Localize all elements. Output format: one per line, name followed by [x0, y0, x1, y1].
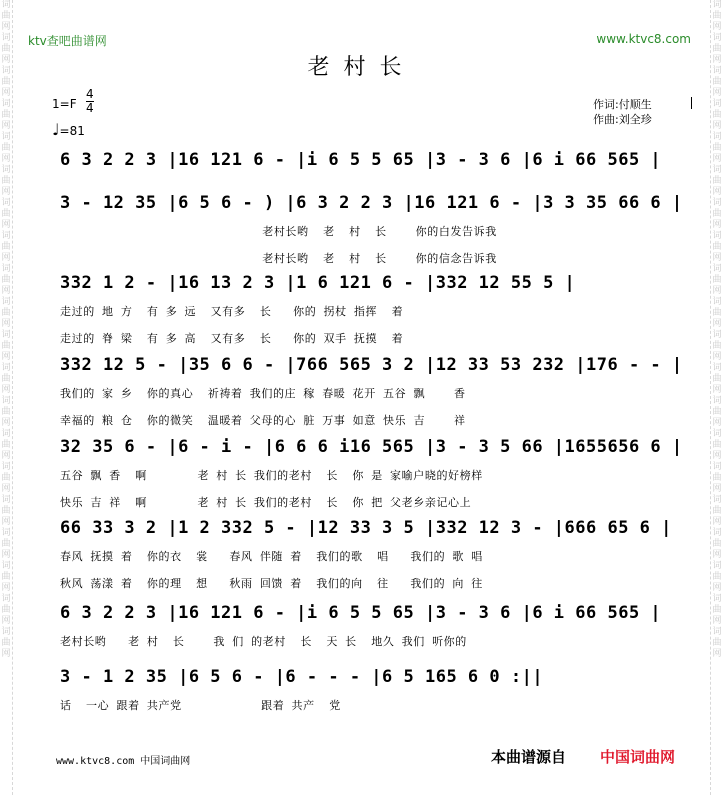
lyric-line: 老村长哟 老 村 长 我 们 的老村 长 天 长 地久 我们 听你的 — [60, 635, 467, 648]
tempo-value: =81 — [59, 124, 85, 138]
meter-bottom: 4 — [86, 101, 94, 115]
footer-brand[interactable]: 中国词曲网 — [600, 748, 676, 766]
credits — [593, 97, 652, 127]
site-link-left[interactable]: ktv查吧曲谱网 — [28, 34, 107, 48]
notation-line: 6 3 2 2 3 |16 121 6 - |i 6 5 5 65 |3 - 3 6 |6 i 66 565 | — [60, 603, 662, 623]
notation-line: 3 - 1 2 35 |6 5 6 - |6 - - - |6 5 165 6 0 :|| — [60, 667, 544, 687]
footer-site[interactable]: www.ktvc8.com 中国词曲网 — [56, 756, 191, 767]
key-signature: 1=F — [52, 97, 77, 111]
lyric-line: 五谷 飘 香 啊 老 村 长 我们的老村 长 你 是 家喻户晓的好榜样 — [60, 469, 483, 482]
song-title: 老村长 — [307, 55, 416, 80]
lyric-line: 老村长哟 老 村 长 你的白发告诉我 — [60, 225, 497, 238]
footer-source-label: 本曲谱源自 — [491, 748, 567, 766]
lyric-line: 春风 抚摸 着 你的衣 裳 春风 伴随 着 我们的歌 唱 我们的 歌 唱 — [60, 550, 483, 563]
divider — [691, 97, 692, 109]
composer: 作曲:刘全珍 — [593, 113, 652, 126]
lyric-line: 快乐 吉 祥 啊 老 村 长 我们的老村 长 你 把 父老乡亲记心上 — [60, 496, 472, 509]
notation-line: 66 33 3 2 |1 2 332 5 - |12 33 3 5 |332 12 3 - |666 65 6 | — [60, 518, 672, 538]
lyric-line: 走过的 脊 梁 有 多 高 又有多 长 你的 双手 抚摸 着 — [60, 332, 404, 345]
lyric-line: 话 一心 跟着 共产党 跟着 共产 党 — [60, 699, 341, 712]
lyricist: 作词:付顺生 — [593, 98, 652, 111]
lyric-line: 幸福的 粮 仓 你的微笑 温暖着 父母的心 脏 万事 如意 快乐 吉 祥 — [60, 414, 466, 427]
notation-line: 3 - 12 35 |6 5 6 - ) |6 3 2 2 3 |16 121 6 - |3 3 35 66 6 | — [60, 193, 683, 213]
lyric-line: 老村长哟 老 村 长 你的信念告诉我 — [60, 252, 497, 265]
tempo-marking — [52, 120, 85, 139]
notation-line: 6 3 2 2 3 |16 121 6 - |i 6 5 5 65 |3 - 3 6 |6 i 66 565 | — [60, 150, 662, 170]
lyric-line: 走过的 地 方 有 多 远 又有多 长 你的 拐杖 指挥 着 — [60, 305, 404, 318]
site-link-right[interactable]: www.ktvc8.com — [596, 32, 691, 46]
notation-line: 332 1 2 - |16 13 2 3 |1 6 121 6 - |332 12 55 5 | — [60, 273, 576, 293]
notation-line: 332 12 5 - |35 6 6 - |766 565 3 2 |12 33 53 232 |176 - - | — [60, 355, 683, 375]
side-watermark-left: 词曲网词曲网词曲网词曲网词曲网词曲网词曲网词曲网词曲网词曲网词曲网词曲网词曲网词曲网词曲网词曲网词曲网词曲网词曲网词曲网 — [0, 0, 13, 795]
time-signature — [86, 88, 94, 115]
meter-top: 4 — [86, 87, 94, 101]
lyric-line: 秋风 荡漾 着 你的理 想 秋雨 回馈 着 我们的向 往 我们的 向 往 — [60, 577, 483, 590]
quarter-note-icon: ♩ — [52, 120, 60, 139]
side-watermark-right: 词曲网词曲网词曲网词曲网词曲网词曲网词曲网词曲网词曲网词曲网词曲网词曲网词曲网词曲网词曲网词曲网词曲网词曲网词曲网词曲网 — [710, 0, 723, 795]
lyric-line: 我们的 家 乡 你的真心 祈祷着 我们的庄 稼 春暖 花开 五谷 飘 香 — [60, 387, 466, 400]
notation-line: 32 35 6 - |6 - i - |6 6 6 i16 565 |3 - 3 5 66 |1655656 6 | — [60, 437, 683, 457]
